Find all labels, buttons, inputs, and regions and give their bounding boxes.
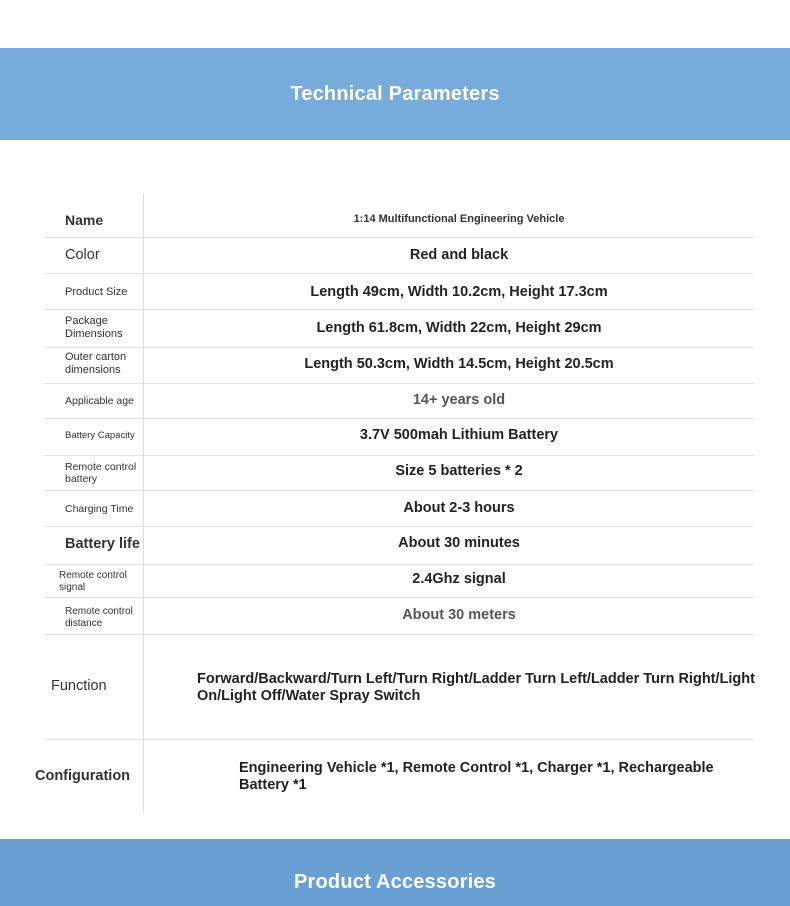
row-divider (44, 237, 754, 238)
row-divider (44, 309, 754, 310)
param-value-remote-battery: Size 5 batteries * 2 (395, 463, 523, 479)
param-value-function: Forward/Backward/Turn Left/Turn Right/Ladder Turn Left/Ladder Turn Right/Light On/Light Off/Water Spray Switch (197, 671, 755, 704)
param-value-name: 1:14 Multifunctional Engineering Vehicle (353, 213, 565, 225)
section-title: Technical Parameters (290, 82, 500, 105)
param-label-applicable-age: Applicable age (65, 395, 134, 407)
param-label-charging-time: Charging Time (65, 503, 134, 515)
param-label-remote-battery: Remote control battery (65, 461, 137, 486)
param-label-configuration: Configuration (35, 768, 131, 784)
row-divider (44, 564, 754, 565)
param-label-function: Function (51, 678, 107, 694)
product-accessories-banner (0, 839, 790, 906)
row-divider (44, 526, 754, 527)
technical-parameters-banner (0, 48, 790, 140)
param-label-battery-life: Battery life (65, 536, 140, 552)
param-label-product-size: Product Size (65, 286, 128, 298)
param-value-color: Red and black (409, 247, 509, 263)
param-value-charging-time: About 2-3 hours (403, 500, 515, 516)
param-label-outer-carton: Outer carton dimensions (65, 351, 127, 376)
row-divider (44, 739, 754, 740)
row-divider (44, 383, 754, 384)
param-value-battery-capacity: 3.7V 500mah Lithium Battery (359, 427, 559, 443)
row-divider (44, 347, 754, 348)
section-title: Product Accessories (293, 871, 497, 893)
param-value-outer-carton: Length 50.3cm, Width 14.5cm, Height 20.5cm (304, 356, 614, 372)
param-label-battery-capacity: Battery Capacity (65, 430, 135, 441)
row-divider (44, 597, 754, 598)
row-divider (44, 273, 754, 274)
row-divider (44, 455, 754, 456)
param-value-configuration: Engineering Vehicle *1, Remote Control *1, Charger *1, Rechargeable Battery *1 (239, 760, 714, 793)
param-label-remote-signal: Remote control signal (59, 570, 127, 593)
param-label-color: Color (65, 247, 100, 263)
param-label-name: Name (65, 212, 104, 228)
row-divider (44, 490, 754, 491)
param-label-package-dimensions: Package Dimensions (65, 315, 123, 340)
param-value-product-size: Length 49cm, Width 10.2cm, Height 17.3cm (310, 284, 608, 300)
param-value-package-dimensions: Length 61.8cm, Width 22cm, Height 29cm (316, 320, 602, 336)
param-value-battery-life: About 30 minutes (398, 535, 520, 551)
param-value-remote-signal: 2.4Ghz signal (412, 571, 506, 587)
row-divider (44, 418, 754, 419)
row-divider (44, 634, 754, 635)
param-value-applicable-age: 14+ years old (412, 392, 506, 408)
param-value-remote-distance: About 30 meters (402, 607, 516, 623)
param-label-remote-distance: Remote control distance (65, 606, 133, 629)
